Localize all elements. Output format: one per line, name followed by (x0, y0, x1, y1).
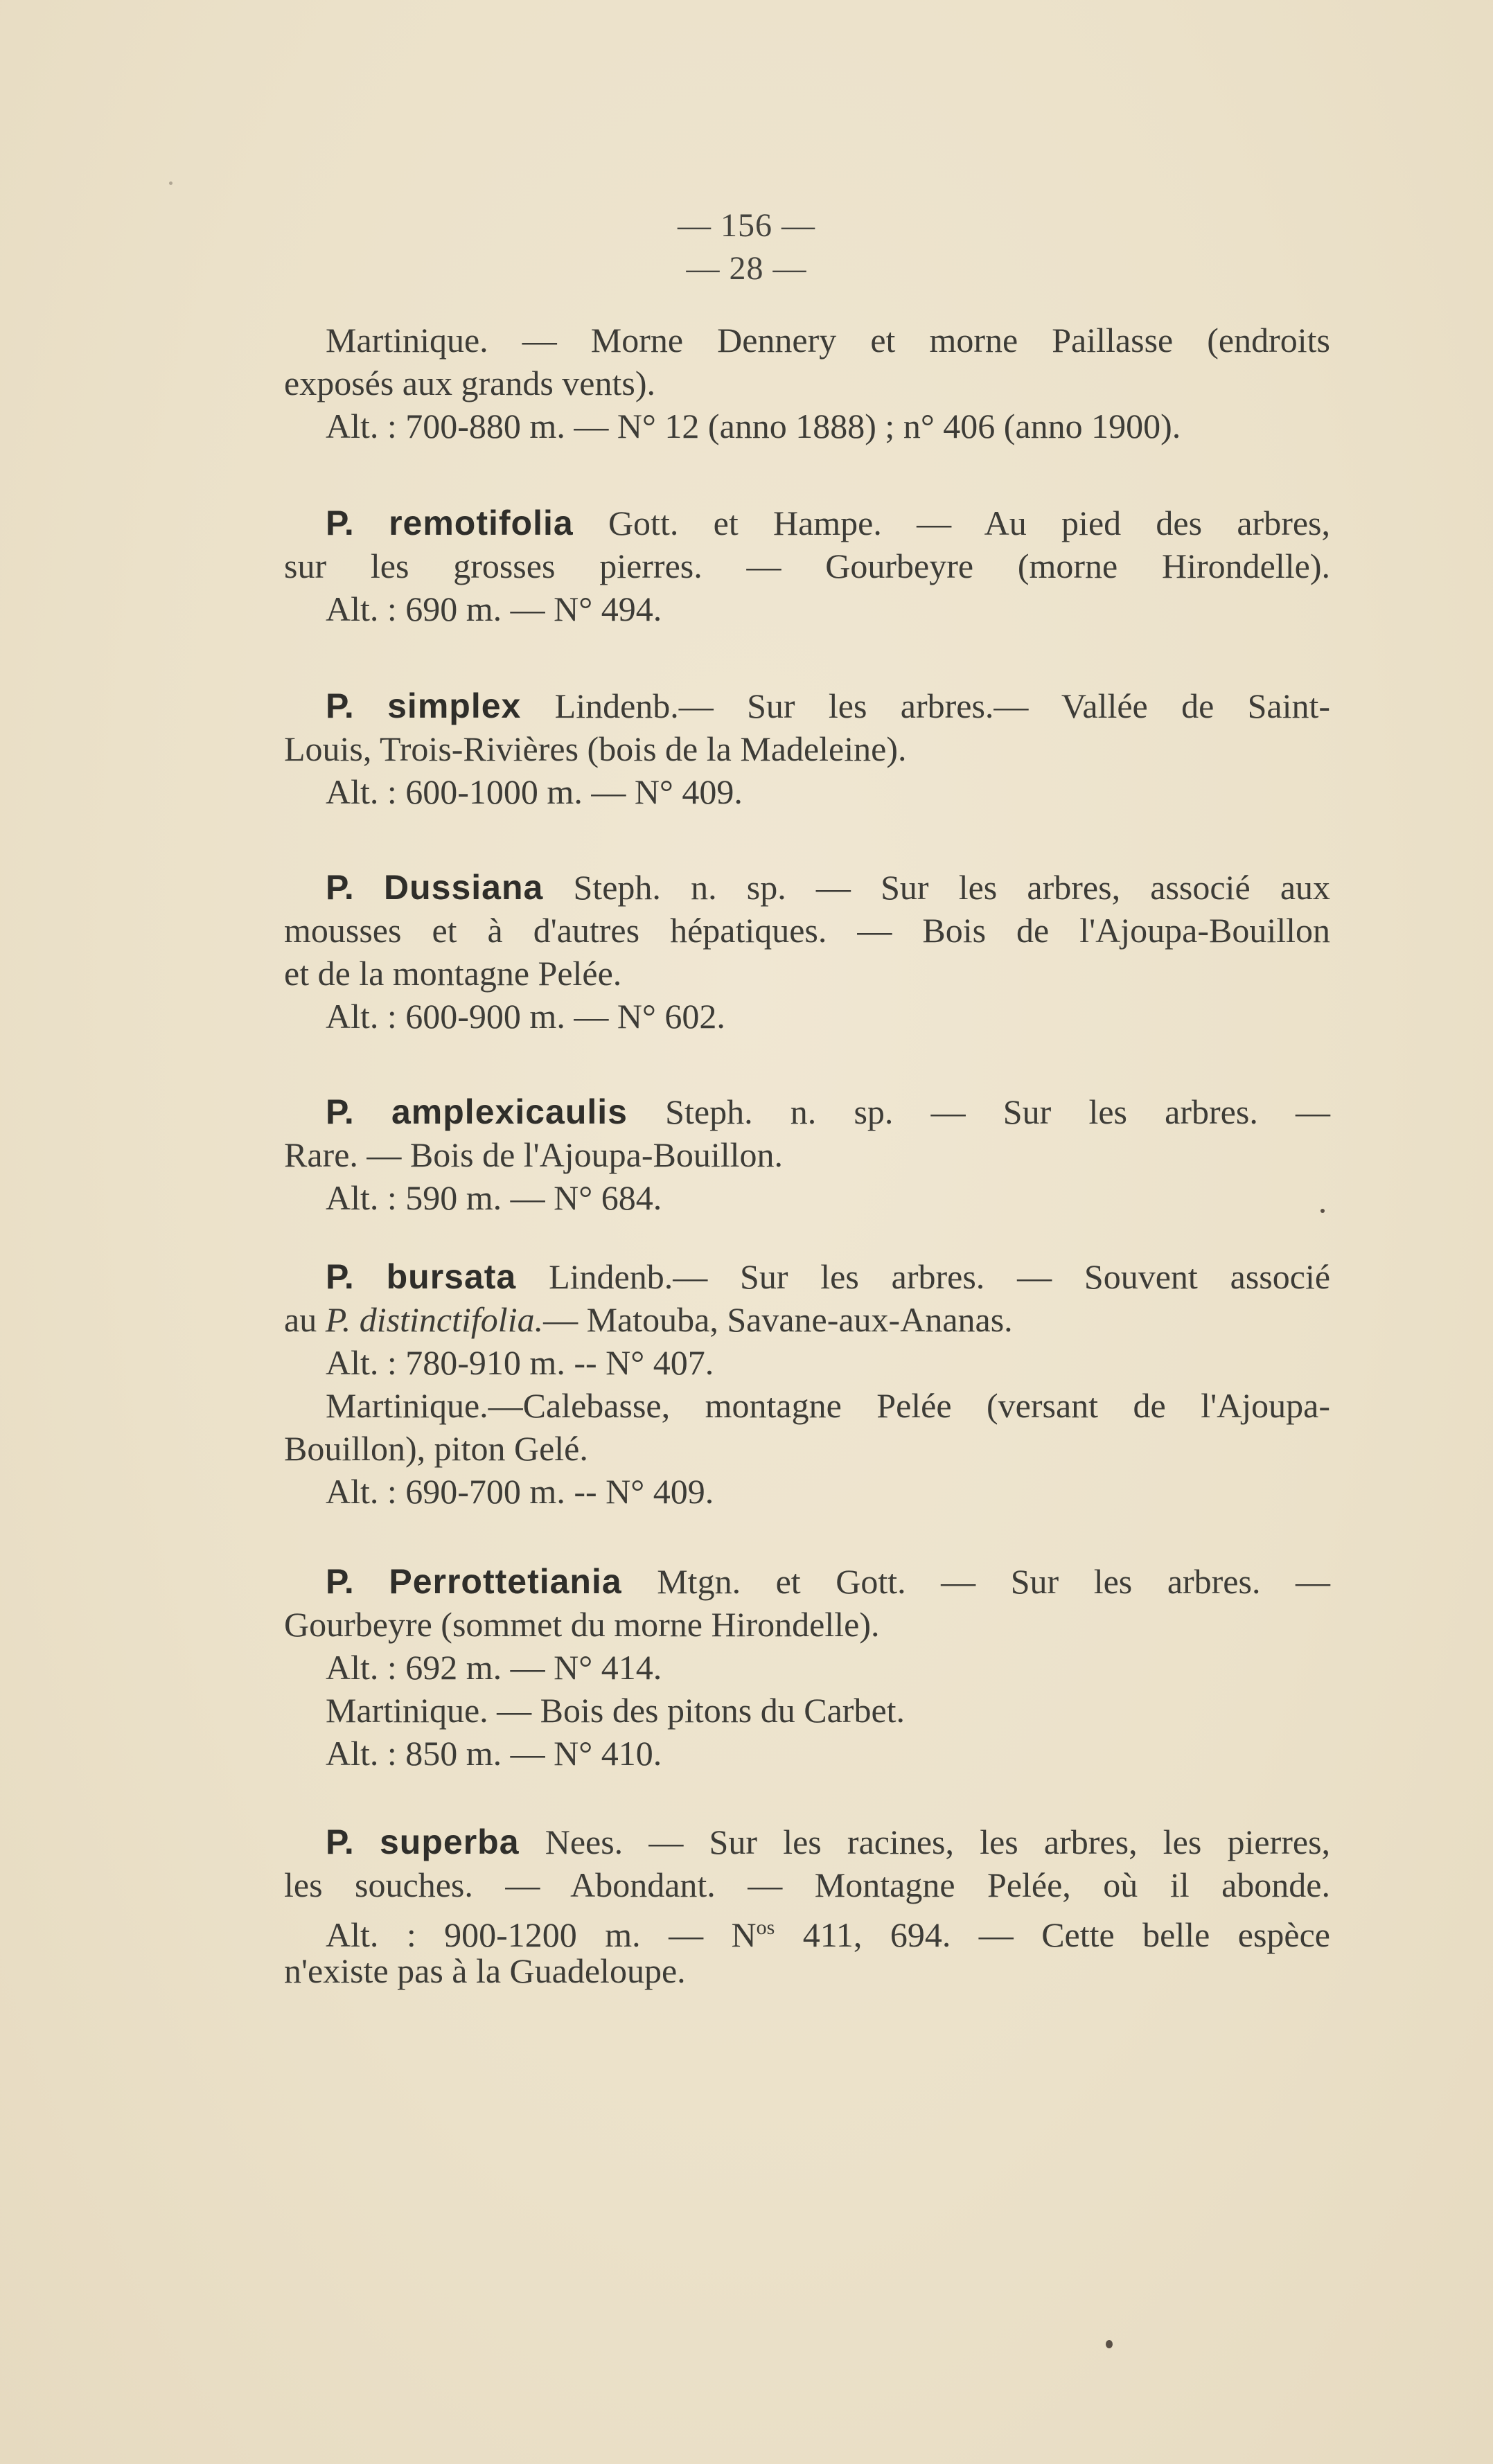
text-line (284, 1298, 1330, 1341)
text-line: Alt. : 690-700 m. -- N° 409. (326, 1472, 714, 1511)
text-fragment: — Matouba, Savane-aux-Ananas. (543, 1300, 1013, 1339)
text-line: Martinique. — Bois des pitons du Carbet. (326, 1691, 905, 1730)
text-line: les souches. — Abondant. — Montagne Pelée, où il abonde. (284, 1865, 1330, 1904)
entry-text: Lindenb.— Sur les arbres. — Souvent associé (549, 1257, 1331, 1296)
text-fragment: Alt. : 900-1200 m. — N (326, 1915, 757, 1954)
text-line: n'existe pas à la Guadeloupe. (284, 1951, 686, 1990)
entry-text: Lindenb.— Sur les arbres.— Vallée de Saint- (554, 686, 1331, 725)
text-line: Alt. : 692 m. — N° 414. (326, 1648, 662, 1687)
genus-abbrev: P. (326, 1562, 354, 1601)
original-page-number: — 156 — (678, 207, 815, 244)
italic-species-ref: P. distinctifolia. (325, 1300, 544, 1339)
text-line: Alt. : 690 m. — N° 494. (326, 590, 662, 628)
genus-abbrev: P. (326, 686, 354, 725)
text-line: Alt. : 590 m. — N° 684. (326, 1178, 662, 1217)
text-line: Martinique. — Morne Dennery et morne Paillasse (endroits (326, 321, 1330, 360)
page-number: — 28 — (686, 250, 807, 287)
paper-speck (1106, 2340, 1113, 2348)
text-line: Martinique.—Calebasse, montagne Pelée (versant de l'Ajoupa- (326, 1386, 1330, 1425)
species-name: amplexicaulis (391, 1092, 628, 1131)
text-line: Gourbeyre (sommet du morne Hirondelle). (284, 1605, 880, 1644)
entry-text: Steph. n. sp. — Sur les arbres, associé aux (573, 868, 1331, 907)
species-name: Perrottetiania (389, 1562, 622, 1601)
genus-abbrev: P. (326, 1092, 354, 1131)
paper-speck (1320, 1209, 1325, 1213)
entry-text: Nees. — Sur les racines, les arbres, les pierres, (545, 1823, 1331, 1861)
text-fragment: 411, 694. — Cette belle espèce (775, 1915, 1330, 1954)
text-line: Alt. : 600-1000 m. — N° 409. (326, 772, 743, 811)
genus-abbrev: P. (326, 1823, 354, 1861)
text-line: Alt. : 700-880 m. — N° 12 (anno 1888) ; n° 406 (anno 1900). (326, 407, 1181, 445)
species-entry-heading (326, 1560, 1330, 1603)
species-name: bursata (386, 1257, 517, 1296)
species-entry-heading (326, 1255, 1330, 1298)
species-entry-heading (326, 1090, 1330, 1133)
text-line: sur les grosses pierres. — Gourbeyre (morne Hirondelle). (284, 547, 1330, 585)
species-name: simplex (387, 686, 522, 725)
species-name: remotifolia (389, 504, 574, 542)
species-name: Dussiana (383, 868, 544, 907)
genus-abbrev: P. (326, 504, 354, 542)
superscript: os (756, 1916, 775, 1939)
species-entry-heading (326, 1820, 1330, 1863)
text-fragment: au (284, 1300, 326, 1339)
text-line: Rare. — Bois de l'Ajoupa-Bouillon. (284, 1135, 784, 1174)
genus-abbrev: P. (326, 868, 354, 907)
paper-speck (169, 181, 173, 185)
entry-text: Gott. et Hampe. — Au pied des arbres, (608, 504, 1330, 542)
entry-text: Mtgn. et Gott. — Sur les arbres. — (657, 1562, 1331, 1601)
text-line: exposés aux grands vents). (284, 364, 655, 402)
entry-text: Steph. n. sp. — Sur les arbres. — (665, 1092, 1331, 1131)
text-line: mousses et à d'autres hépatiques. — Bois de l'Ajoupa-Bouillon (284, 911, 1330, 950)
species-entry-heading (326, 502, 1330, 544)
text-line: Alt. : 780-910 m. -- N° 407. (326, 1343, 714, 1382)
species-name: superba (380, 1823, 520, 1861)
text-line: Alt. : 850 m. — N° 410. (326, 1734, 662, 1773)
species-entry-heading (326, 866, 1330, 909)
species-entry-heading (326, 684, 1330, 727)
text-line: et de la montagne Pelée. (284, 954, 622, 993)
genus-abbrev: P. (326, 1257, 354, 1296)
text-line: Alt. : 600-900 m. — N° 602. (326, 997, 725, 1036)
text-line: Louis, Trois-Rivières (bois de la Madeleine). (284, 729, 907, 768)
text-line: Bouillon), piton Gelé. (284, 1429, 588, 1468)
